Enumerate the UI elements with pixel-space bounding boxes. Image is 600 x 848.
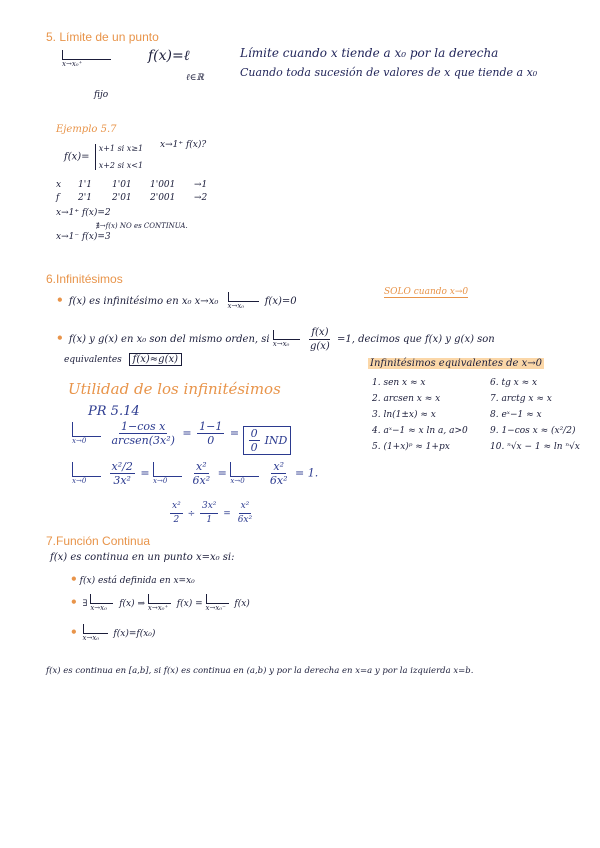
c2-lim1: x→x₀ <box>90 604 107 612</box>
section-title-infinitesimos: 6.Infinitésimos <box>46 272 123 286</box>
bullet-icon: • <box>70 625 78 639</box>
def2-text: f(x) y g(x) en x₀ son del mismo orden, si <box>68 334 270 345</box>
side-b-den: 1 <box>206 515 213 525</box>
c2-mid: f(x) ⇒ <box>119 599 146 609</box>
frac2-den: 0 <box>250 440 258 454</box>
r2-num-3: x² <box>273 460 285 473</box>
r2-den-2: 6x² <box>192 474 211 487</box>
bullet-icon: • <box>56 293 64 307</box>
closing-statement: f(x) es continua en [a,b], si f(x) es continua en (a,b) y por la derecha en x=a y por la izquierda x=b. <box>46 666 474 676</box>
equiv-item: 5. (1+x)ᵖ ≈ 1+px <box>372 442 450 452</box>
def1-result: f(x)=0 <box>264 296 297 307</box>
table-cell: 2'001 <box>150 193 176 203</box>
equivalentes-label: equivalentes <box>64 355 122 365</box>
not-continuous-note: ∄→f(x) NO es CONTINUA. <box>96 222 188 230</box>
table-cell: 1'1 <box>78 180 92 190</box>
equiv-box: f(x)≈g(x) <box>129 353 182 366</box>
equiv-table <box>372 378 600 452</box>
side-a-num: x² <box>170 500 183 514</box>
bullet-icon: • <box>56 331 64 345</box>
piece-fx: f(x)= <box>64 151 90 163</box>
table-cell: 1'01 <box>112 180 132 190</box>
equiv-item: 6. tg x ≈ x <box>490 378 538 388</box>
frac1-den: 0 <box>207 434 215 447</box>
side-res-num: x² <box>239 500 252 514</box>
side-res-den: 6x² <box>237 515 253 525</box>
frac2-num: 0 <box>250 426 258 440</box>
equiv-item: 4. aˣ−1 ≈ x ln a, a>0 <box>372 426 468 436</box>
piece-lim: x→1⁺ f(x)? <box>160 140 207 150</box>
def2-num: f(x) <box>311 327 329 338</box>
def2-den: g(x) <box>309 341 330 352</box>
def-line-2: Cuando toda sucesión de valores de x que tiende a x₀ <box>240 66 538 79</box>
def1-lim: x→x₀ <box>227 302 245 310</box>
side-a-den: 2 <box>173 515 180 525</box>
solo-cuando-note: SOLO cuando x→0 <box>384 287 469 297</box>
lim-right-result: x→1⁺ f(x)=2 <box>56 208 111 218</box>
side-b-num: 3x² <box>200 500 218 514</box>
piece-1: x+1 si x≥1 <box>98 144 144 153</box>
pr-label: PR 5.14 <box>88 404 140 419</box>
r2-result: = 1. <box>295 466 319 480</box>
bullet-icon: • <box>70 595 78 609</box>
equivalentes-line <box>64 354 182 365</box>
frac1-num: 1−1 <box>199 420 223 433</box>
section-title-limite-punto: 5. Límite de un punto <box>46 30 159 44</box>
table-cell: 2'1 <box>78 193 92 203</box>
equiv-item: 9. 1−cos x ≈ (x²/2) <box>490 426 576 436</box>
ex-num: 1−cos x <box>121 420 166 433</box>
piece-2: x+2 si x<1 <box>98 161 144 170</box>
r2-den-3: 6x² <box>269 474 288 487</box>
lim-right-notation <box>62 50 114 69</box>
piecewise-fx <box>64 144 143 170</box>
condition-1 <box>70 572 195 586</box>
c2-eq: f(x) = <box>176 599 203 609</box>
ind-label: IND <box>264 433 288 447</box>
table-cell: f <box>56 193 60 203</box>
l-in-r: ℓ∈ℝ <box>186 73 204 83</box>
value-table <box>56 180 207 203</box>
table-cell: 1'001 <box>150 180 176 190</box>
fijo-note: fijo <box>94 90 109 100</box>
lim-sub: x→0 <box>72 476 87 485</box>
table-cell: →2 <box>194 193 208 203</box>
example-row-2: x→0 $\frac{\text{x²/2}}{\text{3x²}}$ = x→0 $\frac{\text{x²}}{\text{6x²}}$ = x→0 $\frac{\text{x²}}{\text{6x²}}$ = 1. <box>72 460 319 487</box>
lim-left-result: x→1⁻ f(x)=3 <box>56 232 111 242</box>
condition-2 <box>70 594 250 613</box>
c3-lim: x→x₀ <box>82 634 100 642</box>
table-cell: x <box>56 180 62 190</box>
equiv-item: 2. arcsen x ≈ x <box>372 394 441 404</box>
def-line-1: Límite cuando x tiende a x₀ por la derecha <box>240 46 499 60</box>
def-infinitesimo <box>56 292 297 311</box>
bullet-icon: • <box>70 572 78 586</box>
lim-sub: x→0 <box>153 476 168 485</box>
equiv-item: 1. sen x ≈ x <box>372 378 426 388</box>
equiv-item: 7. arctg x ≈ x <box>490 394 552 404</box>
exists-symbol: ∃ <box>82 599 88 609</box>
ex-den: arcsen(3x²) <box>111 434 175 447</box>
table-cell: →1 <box>194 180 208 190</box>
def2-lim: x→x₀ <box>272 340 290 348</box>
equiv-item: 8. eˣ−1 ≈ x <box>490 410 542 420</box>
lim-sub: x→0 <box>230 476 245 485</box>
c2-lim2: x→x₀⁺ <box>147 604 169 612</box>
condition-1-text: f(x) está definida en x=x₀ <box>79 576 195 586</box>
equiv-item: 10. ⁿ√x − 1 ≈ ln ⁿ√x <box>490 442 580 452</box>
def2-result: =1, decimos que f(x) y g(x) son <box>337 334 495 345</box>
side-computation: $\frac{\text{x²}}{2}$ ÷ $\frac{\text{3x²}}{1}$ = $\frac{\text{x²}}{\text{6x²}}$ <box>172 501 253 525</box>
def1-text: f(x) es infinitésimo en x₀ x→x₀ <box>68 296 219 307</box>
table-cell: 2'01 <box>112 193 132 203</box>
c2-end: f(x) <box>234 599 250 609</box>
example-label: Ejemplo 5.7 <box>56 124 117 135</box>
utilidad-heading: Utilidad de los infinitésimos <box>68 380 281 398</box>
equiv-item: 3. ln(1±x) ≈ x <box>372 410 436 420</box>
example-row-1: x→0 $\frac{\text{1−cos x}}{\text{arcsen(3x²)}}$ = $\frac{1-1}{0}$ = $\frac{0}{0}$ IND <box>72 420 291 455</box>
section-title-funcion-continua: 7.Función Continua <box>46 534 151 548</box>
condition-3 <box>70 624 155 643</box>
r2-den: 3x² <box>113 474 131 487</box>
def-same-order <box>56 326 495 353</box>
equiv-table-title <box>368 358 544 369</box>
lim-sub: x→0 <box>72 436 87 445</box>
lim-sub: x→x₀⁺ <box>62 60 83 68</box>
equiv-title: Infinitésimos equivalentes de x→0 <box>370 358 543 369</box>
condition-3-text: f(x)=f(x₀) <box>113 629 156 639</box>
continuity-intro: f(x) es continua en un punto x=x₀ si: <box>50 552 235 563</box>
r2-num: x²/2 <box>111 460 133 473</box>
r2-num-2: x² <box>196 460 207 473</box>
fx-equals-l: f(x)=ℓ <box>148 48 190 64</box>
c2-lim3: x→x₀⁻ <box>205 604 226 612</box>
